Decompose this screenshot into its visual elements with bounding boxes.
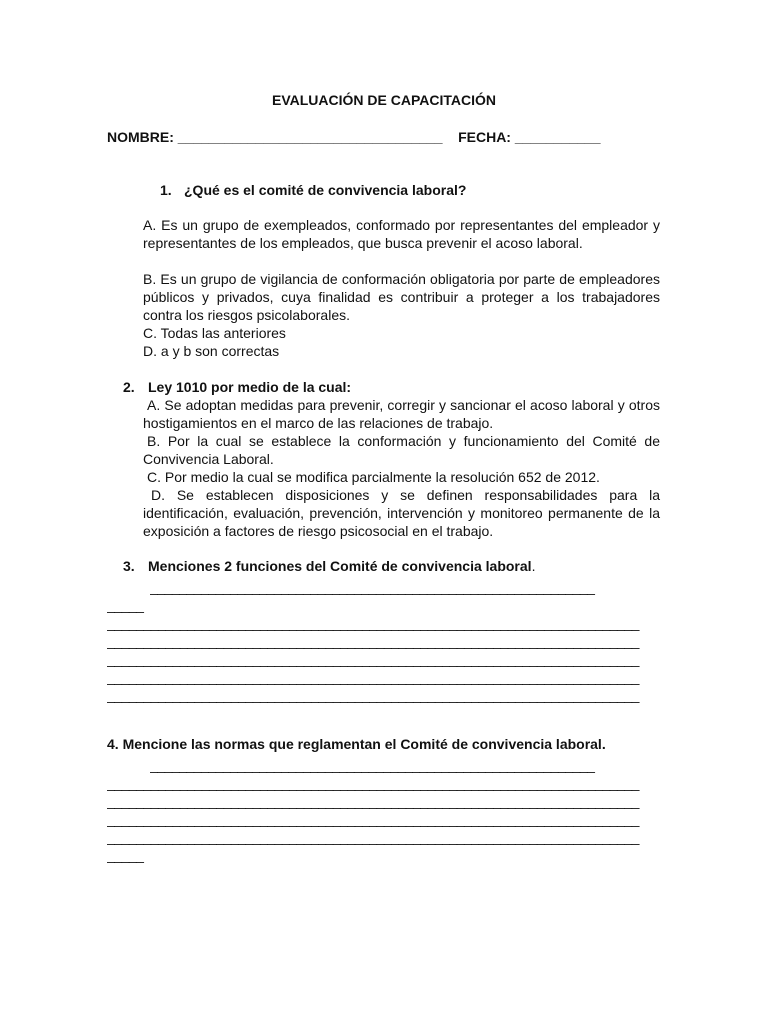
answer-line[interactable]: _____________________________________________________________ [150, 757, 595, 773]
question-1-text: ¿Qué es el comité de convivencia laboral? [184, 182, 467, 198]
answer-line[interactable]: _________________________________________________________________________ [107, 793, 639, 809]
question-3-number: 3. [123, 558, 135, 574]
date-field[interactable]: ___________ [514, 129, 601, 145]
question-1-option-c: C. Todas las anteriores [143, 325, 286, 341]
name-field[interactable]: __________________________________ [177, 129, 443, 145]
answer-line[interactable]: _________________________________________________________________________ [107, 829, 639, 845]
answer-line[interactable]: _________________________________________________________________________ [107, 633, 639, 649]
question-3-text: Menciones 2 funciones del Comité de convivencia laboral [148, 558, 532, 574]
page-title: EVALUACIÓN DE CAPACITACIÓN [272, 92, 496, 108]
question-3-period: . [531, 558, 536, 574]
question-2-option-d: D. Se establecen disposiciones y se definen responsabilidades para la identificación, evaluación, prevención, intervención y monitoreo permanente de la exposición a factores de riesgo psicosocial en el trabajo. [143, 487, 660, 539]
answer-line[interactable]: _________________________________________________________________________ [107, 615, 639, 631]
answer-line[interactable]: _________________________________________________________________________ [107, 687, 639, 703]
answer-line[interactable]: _____ [107, 597, 144, 613]
answer-line[interactable]: _____ [107, 847, 144, 863]
answer-line[interactable]: _________________________________________________________________________ [107, 775, 639, 791]
question-2-number: 2. [123, 379, 135, 395]
date-label: FECHA: [458, 129, 515, 145]
answer-line[interactable]: _________________________________________________________________________ [107, 651, 639, 667]
name-label: NOMBRE: [107, 129, 178, 145]
question-2-text: Ley 1010 por medio de la cual: [148, 379, 352, 395]
question-3-row [148, 557, 535, 575]
question-1-option-a: A. Es un grupo de exempleados, conformado por representantes del empleador y representantes de los empleados, que busca prevenir el acoso laboral. [143, 217, 660, 251]
header-row [107, 128, 601, 146]
question-1-option-d: D. a y b son correctas [143, 343, 280, 359]
question-2-option-c: C. Por medio la cual se modifica parcialmente la resolución 652 de 2012. [147, 469, 600, 485]
answer-line[interactable]: _____________________________________________________________ [150, 579, 595, 595]
question-2-option-a: A. Se adoptan medidas para prevenir, corregir y sancionar el acoso laboral y otros hostigamientos en el marco de las relaciones de trabajo. [143, 397, 660, 431]
answer-line[interactable]: _________________________________________________________________________ [107, 669, 639, 685]
question-1-option-b: B. Es un grupo de vigilancia de conformación obligatoria por parte de empleadores públicos y privados, cuya finalidad es contribuir a proteger a los trabajadores contra los riesgos psicolaborales. [143, 271, 660, 323]
answer-line[interactable]: _________________________________________________________________________ [107, 811, 639, 827]
question-4-text: 4. Mencione las normas que reglamentan el Comité de convivencia laboral. [107, 736, 606, 752]
question-1-number: 1. [160, 182, 172, 198]
question-2-option-b: B. Por la cual se establece la conformación y funcionamiento del Comité de Convivencia Laboral. [143, 433, 660, 467]
